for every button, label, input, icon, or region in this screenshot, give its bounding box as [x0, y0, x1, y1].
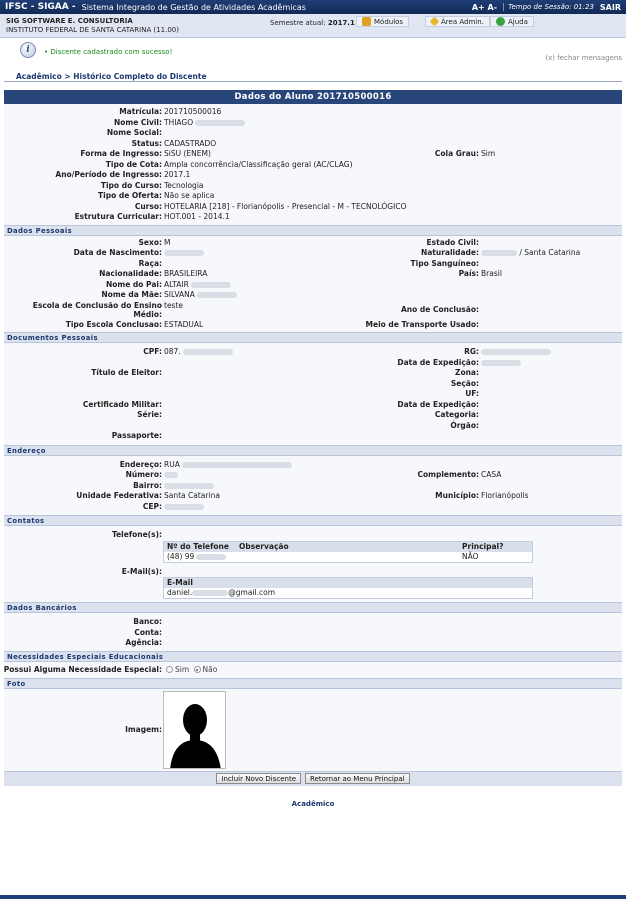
data-expedicao-label: Data de Expedição:: [397, 357, 479, 367]
panel-body: [4, 104, 622, 786]
cpf-label: CPF:: [143, 347, 162, 356]
estrutura-value: HOT.001 - 2014.1: [164, 212, 230, 221]
categoria-label: Categoria:: [434, 410, 479, 419]
nascimento-value: [164, 248, 204, 259]
estado-civil-label: Estado Civil:: [426, 237, 479, 247]
data-expedicao-militar-label: Data de Expedição:: [397, 399, 479, 409]
necessidade-options: [164, 662, 217, 678]
cola-grau-value: Sim: [481, 149, 496, 158]
breadcrumb: Acadêmico > Histórico Completo do Discente: [4, 68, 622, 82]
section-foto: Foto: [4, 678, 622, 689]
info-icon: i: [20, 42, 36, 58]
admin-button[interactable]: [425, 16, 490, 27]
matricula-label: Matrícula:: [119, 107, 162, 116]
section-contatos: Contatos: [4, 515, 622, 526]
uf-label: UF:: [465, 389, 479, 398]
pai-label: Nome do Pai:: [105, 279, 162, 289]
sexo-label: Sexo:: [138, 237, 162, 247]
student-panel: [4, 90, 622, 786]
curso-label: Curso:: [134, 201, 162, 211]
email-value: daniel. @gmail.com: [167, 588, 276, 597]
phone-number: (48) 99: [167, 552, 226, 562]
cota-value: Ampla concorrência/Classificação geral (AC/CLAG): [164, 159, 353, 169]
tipo-curso-label: Tipo do Curso:: [100, 180, 162, 190]
section-necessidades: Necessidades Especiais Educacionais: [4, 651, 622, 662]
pais-value: Brasil: [481, 269, 502, 278]
cpf-value: 087.: [164, 347, 233, 358]
form-footer: [4, 771, 622, 786]
bottom-bar: [0, 895, 626, 899]
section-documentos: Documentos Pessoais: [4, 332, 622, 343]
secao-label: Seção:: [450, 378, 479, 388]
silhouette-icon: [164, 692, 226, 769]
close-messages-link[interactable]: (x) fechar mensagens: [545, 54, 622, 62]
modules-label: Módulos: [374, 17, 404, 26]
section-endereco: Endereço: [4, 445, 622, 456]
font-size-controls[interactable]: A+ A-: [471, 2, 498, 12]
phones-header: [164, 542, 532, 552]
numero-label: Número:: [125, 470, 162, 479]
ingresso-value: SiSU (ENEM): [164, 149, 211, 158]
tipo-oferta-label: Tipo de Oferta:: [98, 191, 162, 200]
app-title[interactable]: IFSC - SIGAA -: [5, 2, 76, 12]
mae-value: SILVANA: [164, 290, 237, 301]
semester-label: Semestre atual:: [270, 19, 326, 27]
rg-value: [481, 347, 551, 358]
cep-label: CEP:: [142, 501, 162, 511]
session-timer: Tempo de Sessão: 01:23: [503, 3, 594, 11]
org-info: [6, 17, 179, 35]
serie-label: Série:: [137, 410, 162, 419]
status-label: Status:: [131, 138, 162, 148]
estrutura-label: Estrutura Curricular:: [74, 212, 162, 221]
numero-value: [164, 470, 178, 481]
table-row: [164, 588, 532, 598]
nascimento-label: Data de Nascimento:: [73, 248, 162, 257]
emails-label: E-Mail(s):: [121, 566, 162, 576]
curso-value: HOTELARIA [218] - Florianópolis - Presencial - M - TECNOLÓGICO: [164, 201, 407, 211]
bairro-label: Bairro:: [133, 480, 162, 490]
table-row: [164, 552, 532, 562]
zona-label: Zona:: [455, 368, 479, 377]
transporte-label: Meio de Transporte Usado:: [365, 319, 479, 329]
semester-value: 2017.1: [327, 19, 355, 27]
radio-sim[interactable]: [166, 666, 173, 673]
mae-label: Nome da Mãe:: [101, 290, 162, 299]
status-value: CADASTRADO: [164, 138, 217, 148]
cota-label: Tipo de Cota:: [105, 159, 162, 169]
raca-label: Raça:: [138, 258, 162, 268]
radio-nao[interactable]: [194, 666, 201, 673]
message-box: [0, 38, 626, 66]
principal-header: Principal?: [462, 541, 504, 551]
photo-area: [4, 689, 622, 771]
modules-icon: [362, 17, 371, 26]
unidade-federativa-value: Santa Catarina: [164, 491, 220, 500]
endereco-value: RUA: [164, 460, 292, 471]
data-expedicao-value: [481, 358, 521, 369]
ano-ingresso-value: 2017.1: [164, 170, 191, 179]
principal-value: NÃO: [462, 551, 479, 561]
tipo-sanguineo-label: Tipo Sanguíneo:: [410, 258, 479, 268]
municipio-label: Município:: [435, 491, 479, 500]
cep-value: [164, 502, 204, 513]
section-dados-bancarios: Dados Bancários: [4, 602, 622, 613]
sexo-value: M: [164, 237, 171, 247]
telefones-label: Telefone(s):: [111, 530, 162, 539]
tipo-escola-value: ESTADUAL: [164, 319, 204, 329]
modules-button[interactable]: [356, 16, 409, 27]
nacionalidade-label: Nacionalidade:: [99, 269, 162, 278]
nome-social-label: Nome Social:: [106, 128, 162, 137]
unidade-federativa-label: Unidade Federativa:: [76, 491, 162, 500]
complemento-label: Complemento:: [417, 470, 479, 479]
certificado-militar-label: Certificado Militar:: [82, 399, 162, 409]
phone-number-header: Nº do Telefone: [167, 541, 229, 551]
banco-label: Banco:: [133, 617, 162, 626]
bairro-value: [164, 481, 214, 492]
rg-label: RG:: [464, 347, 479, 356]
radio-nao-label: Não: [202, 664, 218, 674]
top-bar: [0, 0, 626, 14]
app-subtitle: Sistema Integrado de Gestão de Atividades Acadêmicas: [81, 2, 306, 12]
agencia-label: Agência:: [125, 638, 162, 647]
key-icon: [430, 17, 440, 27]
imagem-label: Imagem:: [125, 724, 162, 734]
cola-grau-label: Cola Grau:: [434, 149, 479, 158]
success-message: • Discente cadastrado com sucesso!: [44, 48, 173, 56]
nacionalidade-value: BRASILEIRA: [164, 269, 208, 278]
email-header: E-Mail: [167, 578, 193, 587]
nome-label: Nome Civil:: [113, 117, 162, 127]
logout-link[interactable]: SAIR: [599, 2, 621, 12]
emails-header: [164, 578, 532, 588]
return-menu-button[interactable]: Retornar ao Menu Principal: [305, 773, 410, 784]
radio-sim-label: Sim: [175, 664, 190, 674]
ano-conclusao-label: Ano de Conclusão:: [400, 304, 479, 314]
footer-academico-link[interactable]: Acadêmico: [291, 799, 335, 808]
titulo-eleitor-label: Título de Eleitor:: [91, 368, 162, 377]
ano-ingresso-label: Ano/Período de Ingresso:: [55, 170, 162, 179]
escola-label: Escola de Conclusão do Ensino Médio:: [32, 300, 162, 319]
conta-label: Conta:: [134, 627, 162, 637]
semester-info: [270, 19, 355, 27]
help-button[interactable]: [490, 16, 534, 27]
endereco-label: Endereço:: [119, 459, 162, 469]
complemento-value: CASA: [481, 470, 502, 479]
phones-table: [163, 541, 533, 563]
admin-label: Área Admin.: [441, 17, 484, 26]
tipo-escola-label: Tipo Escola Conclusao:: [65, 319, 162, 329]
passaporte-label: Passaporte:: [111, 431, 162, 440]
ingresso-label: Forma de Ingresso:: [80, 149, 162, 158]
phones-table-wrap: [4, 541, 622, 567]
observation-header: Observação: [239, 541, 289, 551]
municipio-value: Florianópolis: [481, 491, 529, 500]
info-bar: [0, 14, 626, 38]
matricula-value: 201710500016: [164, 107, 222, 116]
pai-value: ALTAIR: [164, 280, 231, 291]
emails-table: [163, 577, 533, 599]
nome-value: THIAGO: [164, 118, 245, 129]
help-icon: [496, 17, 505, 26]
help-label: Ajuda: [508, 17, 528, 26]
institution-name: INSTITUTO FEDERAL DE SANTA CATARINA (11.00): [6, 26, 179, 34]
panel-caption: Dados do Aluno 201710500016: [4, 90, 622, 104]
necessidade-label: Possui Alguma Necessidade Especial:: [3, 664, 162, 674]
tipo-oferta-value: Não se aplica: [164, 191, 215, 200]
pais-label: País:: [458, 269, 479, 278]
naturalidade-label: Naturalidade:: [420, 248, 479, 257]
orgao-label: Órgão:: [450, 420, 479, 430]
emails-table-wrap: [4, 577, 622, 602]
student-photo: [163, 691, 226, 769]
naturalidade-value: / Santa Catarina: [481, 248, 580, 259]
add-student-button[interactable]: Incluir Novo Discente: [216, 773, 301, 784]
company-name: SIG SOFTWARE E. CONSULTORIA: [6, 17, 133, 25]
section-dados-pessoais: Dados Pessoais: [4, 225, 622, 236]
tipo-curso-value: Tecnologia: [164, 180, 204, 190]
escola-value: teste: [164, 300, 184, 310]
